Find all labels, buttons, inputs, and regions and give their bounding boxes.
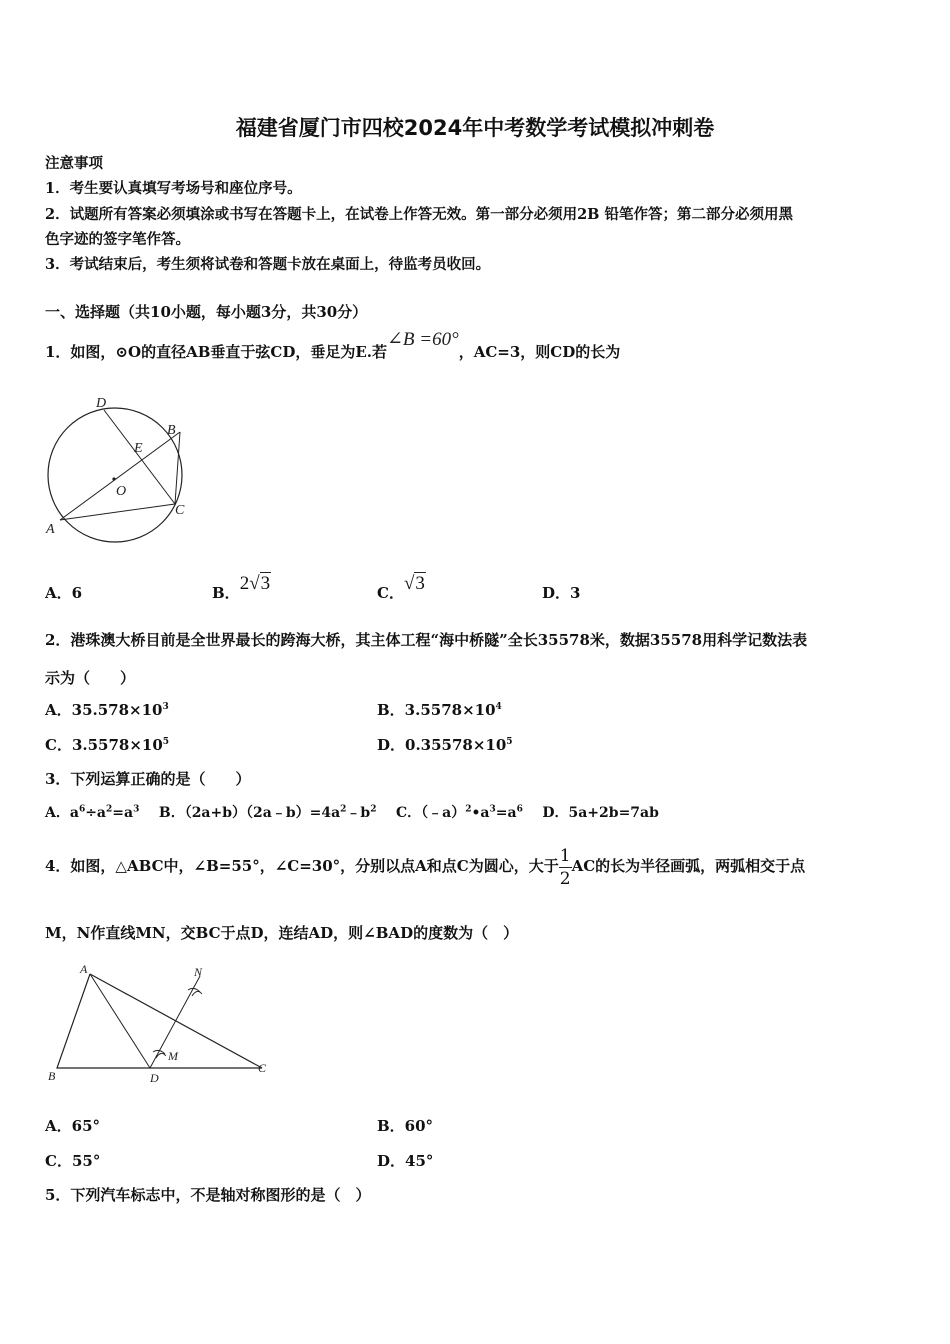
q3-c-exp3: 6: [516, 804, 523, 815]
q4-line1-part2: AC的长为半径画弧，两弧相交于点: [571, 857, 806, 875]
question-4-line2: M，N作直线MN，交BC于点D，连结AD，则∠BAD的度数为（ ）: [45, 924, 519, 942]
chord-dc: [104, 410, 175, 504]
q1-angle: ∠B =60°: [387, 329, 459, 350]
q4-line1-part1: 4．如图，△ABC中，∠B=55°，∠C=30°，分别以点A和点C为圆心，大于: [45, 857, 559, 875]
note-2-line1: 2．试题所有答案必须填涂或书写在答题卡上，在试卷上作答无效。第一部分必须用2B 铅笔作答；第二部分必须用黑: [45, 206, 793, 223]
q1-prefix: 1．如图，⊙O的直径AB垂直于弦CD，垂足为E.若: [45, 343, 387, 361]
diameter-ab: [60, 432, 180, 520]
q3-b-exp2: 2: [370, 804, 377, 815]
q1-option-b-math: 2√3: [239, 573, 271, 594]
label-m: M: [168, 1049, 178, 1063]
segment-ad: [90, 974, 150, 1068]
q2-option-a-text: A．35.578×10: [45, 701, 163, 719]
q3-a-part1: A．a: [45, 805, 79, 821]
q1-option-a[interactable]: A．6: [45, 584, 83, 602]
q3-b-exp1: 2: [340, 804, 347, 815]
q1-circle-figure: [40, 390, 200, 550]
q1-option-c-radicand: 3: [415, 573, 425, 594]
q3-a-part2: ÷a: [85, 805, 107, 821]
q3-a-part3: =a: [112, 805, 134, 821]
question-4-line1: [45, 838, 805, 894]
label-b: B: [167, 423, 176, 438]
q2-option-c[interactable]: [45, 734, 169, 755]
q4-triangle-figure: [40, 960, 280, 1090]
note-2-line2: 色字迹的签字笔作答。: [45, 231, 190, 248]
q2-option-b-text: B．3.5578×10: [377, 701, 496, 719]
q1-suffix: ，AC=3，则CD的长为: [458, 343, 621, 361]
q1-option-c-label: C．: [377, 584, 404, 602]
q3-c-part2: •a: [471, 805, 490, 821]
circle-o: [48, 408, 182, 542]
q2-option-d-text: D．0.35578×10: [377, 736, 507, 754]
q3-option-a[interactable]: [45, 805, 139, 821]
page-title: 福建省厦门市四校2024年中考数学考试模拟冲刺卷: [235, 116, 715, 140]
q3-c-exp1: 2: [465, 804, 472, 815]
q4-fraction-den: 2: [559, 868, 571, 889]
label-e: E: [134, 441, 143, 456]
label-a: A: [80, 962, 88, 976]
q1-option-b-radicand: 3: [260, 573, 271, 594]
question-5-stem: 5．下列汽车标志中，不是轴对称图形的是（ ）: [45, 1186, 371, 1204]
q2-option-d-exp: 5: [506, 737, 513, 747]
q3-c-part3: =a: [495, 805, 517, 821]
label-d: D: [96, 396, 107, 411]
q3-option-c[interactable]: [396, 805, 523, 821]
notes-heading: 注意事项: [45, 155, 103, 172]
q4-option-b[interactable]: B．60°: [377, 1117, 434, 1135]
q2-option-a-exp: 3: [162, 702, 169, 712]
q3-a-exp1: 6: [78, 804, 86, 815]
q1-option-c-math: √3: [403, 573, 425, 594]
q2-option-d[interactable]: [377, 734, 513, 755]
q4-option-c[interactable]: C．55°: [45, 1152, 101, 1170]
q1-option-b[interactable]: [212, 573, 271, 604]
question-2-line2: 示为（ ）: [45, 669, 136, 687]
label-o: O: [116, 484, 127, 499]
q3-c-part1: C．（﹣a）: [396, 805, 466, 821]
q2-option-c-exp: 5: [162, 737, 170, 747]
q3-a-exp2: 2: [106, 804, 113, 815]
label-b: B: [48, 1069, 56, 1083]
q1-option-b-coef: 2: [239, 573, 250, 594]
question-1-stem: [45, 329, 621, 363]
q1-option-b-label: B．: [212, 584, 240, 602]
q1-option-c[interactable]: [377, 573, 426, 604]
note-1: 1．考生要认真填写考场号和座位序号。: [45, 180, 302, 197]
q3-c-exp2: 3: [489, 804, 496, 815]
q3-a-exp3: 3: [133, 804, 140, 815]
question-2-line1: 2．港珠澳大桥目前是全世界最长的跨海大桥，其主体工程“海中桥隧”全长35578米，数据35578用科学记数法表: [45, 631, 808, 649]
question-3-stem: 3．下列运算正确的是（ ）: [45, 770, 251, 788]
q3-option-d[interactable]: D．5a+2b=7ab: [542, 805, 659, 821]
segment-ac: [60, 504, 175, 520]
note-3: 3．考试结束后，考生须将试卷和答题卡放在桌面上，待监考员收回。: [45, 256, 491, 273]
q2-option-b-exp: 4: [495, 702, 502, 712]
q3-b-part2: ﹣b: [346, 805, 371, 821]
section-heading: 一、选择题（共10小题，每小题3分，共30分）: [45, 303, 368, 321]
label-c: C: [175, 503, 185, 518]
q3-b-part1: B．（2a+b）（2a﹣b）=4a: [158, 805, 341, 821]
q4-fraction: [559, 845, 572, 890]
q1-option-d[interactable]: D．3: [542, 584, 581, 602]
q2-option-c-text: C．3.5578×10: [45, 736, 163, 754]
q3-option-b[interactable]: [159, 805, 377, 821]
q4-option-a[interactable]: A．65°: [45, 1117, 101, 1135]
q2-option-a[interactable]: [45, 699, 169, 720]
q3-options-row: [45, 802, 659, 822]
center-point: [112, 477, 115, 480]
label-c: C: [258, 1061, 267, 1075]
q4-option-d[interactable]: D．45°: [377, 1152, 434, 1170]
label-n: N: [194, 965, 203, 979]
q2-option-b[interactable]: [377, 699, 502, 720]
q4-fraction-num: 1: [559, 845, 571, 866]
label-a: A: [46, 522, 55, 537]
label-d: D: [150, 1071, 159, 1085]
